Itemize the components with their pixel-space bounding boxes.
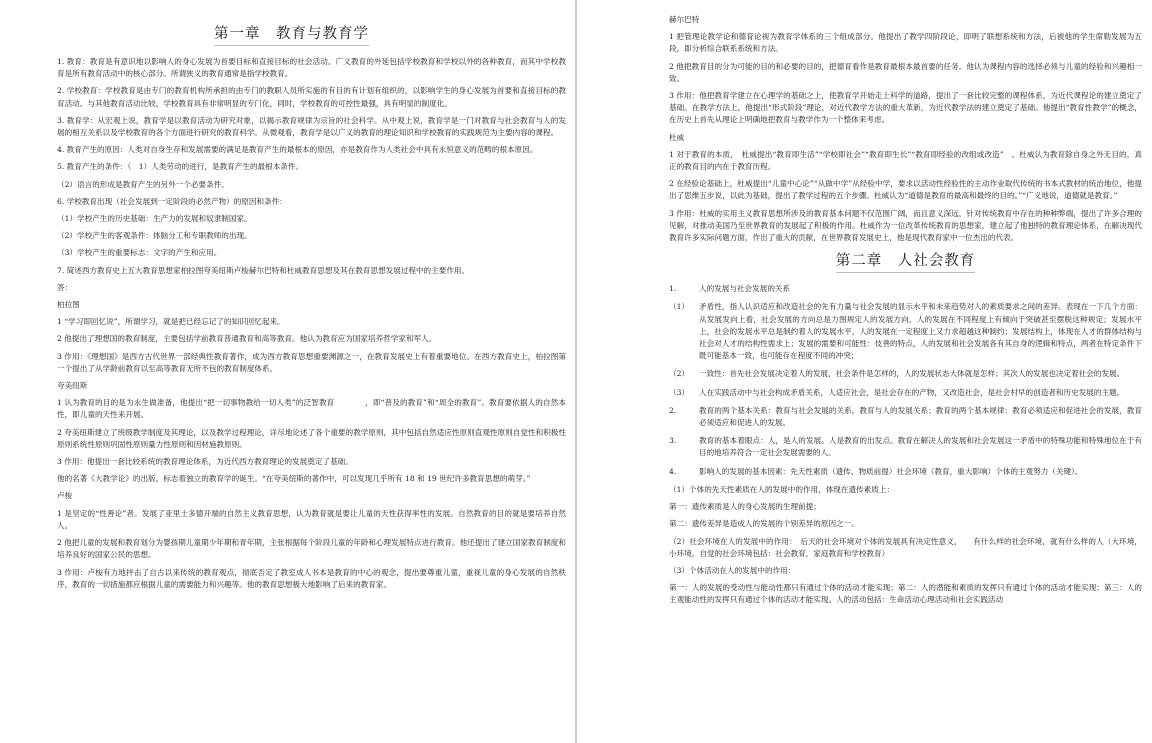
list-item [669,405,1142,429]
paragraph: （1）学校产生的历史基础：生产力的发展和奴隶制国家。 [57,214,252,224]
paragraph: （2）学校产生的客观条件：体脑分工和专职教师的出现。 [57,231,252,241]
paragraph: 2 他提出了理想国的教育制度，主要包括学前教育普通教育和高等教育。他认为教育应为国家培养哲学家和军人。 [57,334,437,344]
paragraph: 柏拉图 [57,300,80,310]
paragraph: 他的名著《大教学论》的出版，标志着独立的教育学的诞生。“在夸美纽斯的著作中，可以发现几乎所有 18 和 19 世纪许多教育思想的萌芽。” [57,474,531,484]
paragraph: 赫尔巴特 [669,15,700,24]
paragraph: 3 作用：他提出一套比较系统的教育理论体系，为近代西方教育理论的发展奠定了基础。 [57,457,353,467]
paragraph: 1 是坚定的“性善论”者。发展了亚里士多德开端的自然主义教育思想，认为教育就是要让儿童的天性获得率性的发展。自然教育的目的就是要培养自然人。 [57,508,566,530]
list-item [669,301,1142,362]
list-item-number: 4. [669,466,677,476]
paragraph: 6. 学校教育出现（社会发展到一定阶段的必然产物）的原因和条件： [57,196,287,206]
list-item-number: 1. [669,284,677,294]
paragraph: （2）社会环境在人的发展中的作用： 后天的社会环境对个体的发展具有决定性意义， 有什么样的社会环境，就有什么样的人（大环境，小环境。自觉的社会环境包括：社会教育，家庭教育和学校教育） [669,536,1142,558]
paragraph: 1 把管理论教学论和德育论视为教育学体系的三个组成部分。他提出了教学四阶段论，即明了联想系统和方法，后被他的学生席勒发展为五段，即分析综合联系系统和方法。 [669,32,1142,54]
paragraph: 第一：人的发展的受动性与能动性都只有通过个体的活动才能实现；第二：人的潜能和素质的发挥只有通过个体的活动才能实现；第三：人的主观能动性的发挥只有通过个体的活动才能实现。人的活动包括：生命活动心理活动和社会实践活动 [669,583,1142,605]
paragraph: 5. 教育产生的条件：（ 1）人类劳动的进行，是教育产生的最根本条件。 [57,162,304,172]
list-item [669,283,1142,295]
paragraph: （3）学校产生的重要标志：文字的产生和应用。 [57,248,222,258]
chapter-two-title: 第二章 人社会教育 [669,249,1142,273]
paragraph: 夸美纽斯 [57,381,88,391]
right-page-bottom-body [669,484,1142,607]
paragraph: 3 作用：杜威的实用主义教育思想所涉及的教育基本问题不仅范围广阔，而且意义深远，针对传统教育中存在的种种弊端，提出了许多合理的见解，对推动美国乃至世界教育的发展起了积极的作用。杜威作为一位改革传统教育的思想家，建立起了他独特的教育理论体系，在解决现代教育许多实际问题方面，作出了重大的贡献，在世界教育发展史上，他是现代教育家中一位杰出的代表。 [669,208,1142,243]
paragraph: 3 作用：他把教育学建立在心理学的基础之上，使教育学开始走上科学的道路，提出了一套比较完整的课程体系，为近代课程论的建立奠定了基础。在教学方法上，他提出“形式阶段”理论，对近代教学方法的重大革新，为近代教学法的建立奠定了基础。他提出“教育性教学”的概念，在历史上首先从理论上明确地把教育与教学作为一个整体来考虑。 [669,91,1142,125]
right-page [577,0,1152,743]
right-page-top-body [669,14,1142,244]
paragraph: 2 在经验论基础上，杜威提出“儿童中心论”“从做中学”从经验中学，要求以活动性经验性的主动作业取代传统的书本式教材的统治地位，他提出了思维五步说，以此为基础，提出了教学过程的五个步骤。杜威认为“道德是教育的最高和最终的目的。”“广义地说，道德就是教育。” [669,179,1142,201]
list-item-text: 一致性：首先社会发展决定着人的发展，社会条件是怎样的，人的发展状态大体就是怎样；其次人的发展也决定着社会的发展。 [699,369,1125,379]
paragraph: 卢梭 [57,491,73,501]
paragraph: 2 夸美纽斯建立了班级教学制度及其理论，以及教学过程理论，详尽地论述了各个重要的教学原则，其中包括自然适应性原则直观性原则自觉性和积极性原则系统性原则巩固性原则量力性原则和因材施教原则。 [57,427,566,449]
paragraph: （2）语言的形成是教育产生的另外一个必要条件。 [57,179,229,189]
list-item-number: （1） [669,302,690,312]
paragraph: （1）个体的先天性素质在人的发展中的作用，体现在遗传素质上： [669,484,895,494]
paragraph: 答： [57,282,73,292]
list-item [669,368,1142,380]
list-item-number: 3. [669,436,677,446]
list-item-text: 教育的基本着眼点：人，是人的发展。人是教育的出发点。教育在解决人的发展和社会发展这一矛盾中的特殊功能和特殊地位在于有目的地培养符合一定社会发展需要的人。 [699,436,1142,458]
list-item-number: （3） [669,387,690,397]
paragraph: （3）个体活动在人的发展中的作用： [669,565,796,575]
paragraph: 第一：遗传素质是人的身心发展的生理前提； [669,502,821,512]
paragraph: 1 对于教育的本质， 杜威提出“教育即生活”“学校即社会”“教育即生长”“教育即经验的改组或改造” 。杜威认为教育除自身之外无目的，真正的教育目的内在于教育历程。 [669,149,1142,172]
list-item-number: 2. [669,405,677,415]
list-item-text: 人在实践活动中与社会构成矛盾关系，人适应社会，是社会存在的产物，又改造社会，是社会村早的创造者和历史发展的主题。 [699,387,1125,397]
list-item-text: 人的发展与社会发展的关系 [699,284,791,294]
paragraph: 1 “学习即回忆说”，所谓学习，就是把已经忘记了的知识回忆起来。 [57,317,285,327]
paragraph: 2 他把教育目的分为可能的目的和必要的目的，把德育看作是教育最根本最首要的任务。他认为课程内容的选择必须与儿童的经验和兴趣相一致。 [669,61,1142,83]
paragraph: 3 作用：卢梭有力地抨击了自古以来传统的教育观点，彻底否定了教室成人书本是教育的中心的观念，提出要尊重儿童，重视儿童的身心发展的自然秩序，教育的一切措施都应根据儿童的需要能力和兴趣等。他的教育思想极大地影响了后来的教育家。 [57,567,566,589]
paragraph: 1 认为教育的目的是为永生做准备，他提出“把一切事物教给一切人类”的泛智教育 ，即“普及的教育”和“周全的教育”。教育要依据人的自然本性，即儿童的天性来开展。 [57,398,566,420]
list-item [669,435,1142,459]
right-page-numbered-list [669,283,1142,478]
list-item-text: 矛盾性，指人认识适应和改造社会的先有力量与社会发展的显示水平和未来趋势对人的素质要求之间的差异。表现在一下几个方面：从发展发向上看，社会发展的方向总是力图规定人的发展方向，人的发展在不同程度上有倾向于突破甚至摆脱这种规定；发展水平上，社会的发展水平总是制约着人的发展水平，人的发展在一定程度上又力求超越这种制约；发展结构上，体现在人才的群体结构与社会对人才的结构性需求上；发展的需要和可能性：伎善的特点，人的发展和社会发展各有其自身的逻辑和特点，两者在特定条件下既可能基本一致，也可能存在程度不同的冲突； [699,302,1142,361]
paragraph: 2. 学校教育：学校教育是由专门的教育机构所承担的由专门的教职人员所实施的有目的有计划有组织的，以影响学生的身心发展为首要和直接目标的教育活动。与其他教育活动比较，学校教育具有非常明显的专门化，同时，学校教育的可控性最强，具有明显的制度化。 [57,86,566,108]
left-page-body [57,56,566,591]
list-item-text: 教育的两个基本关系：教育与社会发展的关系，教育与人的发展关系；教育的两个基本规律：教育必须适应和促进社会的发展，教育必须适应和促进人的发展。 [699,405,1142,428]
list-item [669,466,1142,478]
list-item-text: 影响人的发展的基本因素：先天性素质（遗传、物质前提）社会环境（教育，重大影响）个体的主观努力（关键）。 [699,466,1083,476]
paragraph: 4. 教育产生的原因：人类对自身生存和发展需要的满足是教育产生的最根本的原因，亦是教育作为人类社会中具有永恒意义的范畴的根本原因。 [57,145,538,155]
paragraph: 杜威 [669,132,685,142]
paragraph: 3. 教育学：从宏观上说，教育学是以教育活动为研究对象，以揭示教育规律为宗旨的社会科学。从中观上说，教育学是一门对教育与社会教育与人的发展的相互关系以及学校教育的各个方面进行研究的教育科学。从微观看，教育学是以广义的教育的理论知识和学校教育的实践规范为主要内容的课程。 [57,115,566,138]
list-item-number: （2） [669,369,690,379]
list-item [669,387,1142,399]
paragraph: 第二：遗传差异是造成人的发展的个别差异的原因之一。 [669,519,859,529]
paragraph: 2 他把儿童的发展和教育划分为婴孩期儿童期少年期和青年期，主张根据每个阶段儿童的年龄和心理发展特点进行教育。他还提出了建立国家教育制度和培养良好的国家公民的思想。 [57,538,566,560]
paragraph: 1. 教育：教育是有意识地以影响人的身心发展为首要目标和直接目标的社会活动。广义教育的外延包括学校教育和学校以外的各种教育，而其中学校教育是所有教育活动中的核心部分。所谓狭义的教育通常是指学校教育。 [57,57,566,79]
paragraph: 3 作用：《理想国》是西方古代世界一部经典性教育著作，成为西方教育思想重要渊源之一，在教育发展史上有着重要地位。在西方教育史上，柏拉图第一个提出了从学龄前教育以至高等教育无所不包的教育制度体系。 [57,351,566,373]
chapter-one-title: 第一章 教育与教育学 [17,22,566,46]
paragraph: 7. 简述西方教育史上五大教育思想家柏拉图夸美纽斯卢梭赫尔巴特和杜威教育思想及其在教育思想发展过程中的主要作用。 [57,265,470,275]
